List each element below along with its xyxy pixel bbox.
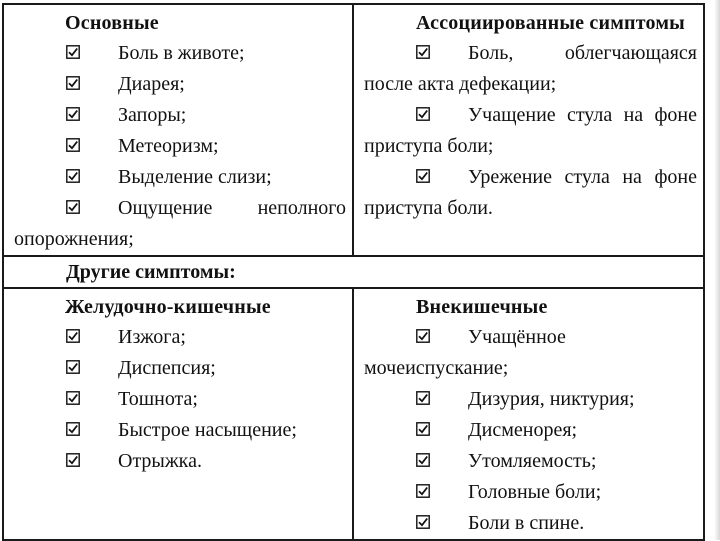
list-item-label: Учащение стула на фоне <box>468 104 697 126</box>
list-item <box>362 38 697 100</box>
checkbox-checked-icon <box>66 422 80 436</box>
checkbox-checked-icon <box>66 138 80 152</box>
list-item <box>12 131 346 162</box>
gastrointestinal-heading: Желудочно-кишечные <box>65 296 271 318</box>
list-item <box>12 322 346 353</box>
list-item-label-continued: приступа боли. <box>364 197 493 219</box>
list-item <box>362 384 697 415</box>
list-item <box>12 415 346 446</box>
checkbox-checked-icon <box>66 360 80 374</box>
extraintestinal-heading: Внекишечные <box>416 296 548 318</box>
list-item-label: Диспепсия; <box>118 357 216 379</box>
list-item-label: Диарея; <box>118 73 185 95</box>
list-item <box>362 322 697 384</box>
extraintestinal-cell <box>353 288 704 540</box>
associated-symptoms-heading: Ассоциированные симптомы <box>416 12 685 34</box>
list-item <box>362 508 697 539</box>
list-item-label: Запоры; <box>118 104 187 126</box>
symptoms-table <box>2 3 705 541</box>
list-item-label-continued: приступа боли; <box>364 135 494 157</box>
list-item-label-continued: после акта дефекации; <box>364 73 557 95</box>
list-item-label: Быстрое насыщение; <box>118 419 297 441</box>
list-item-label: Боль, облегчающаяся <box>468 42 697 64</box>
list-item-label: Головные боли; <box>468 481 602 503</box>
list-item <box>12 384 346 415</box>
checkbox-checked-icon <box>416 169 430 183</box>
checkbox-checked-icon <box>416 484 430 498</box>
checkbox-checked-icon <box>416 107 430 121</box>
page-edge-shadow <box>714 0 720 540</box>
checkbox-checked-icon <box>416 391 430 405</box>
list-item-label: Отрыжка. <box>118 450 202 472</box>
list-item <box>362 446 697 477</box>
list-item-label: Боли в спине. <box>468 512 585 534</box>
list-item-label: Боль в животе; <box>118 42 245 64</box>
list-item-label: Утомляемость; <box>468 450 597 472</box>
checkbox-checked-icon <box>416 422 430 436</box>
list-item-label: Выделение слизи; <box>118 166 272 188</box>
gastrointestinal-cell <box>3 288 353 540</box>
list-item-label: Тошнота; <box>118 388 198 410</box>
list-item <box>362 477 697 508</box>
list-item <box>12 193 346 255</box>
checkbox-checked-icon <box>416 45 430 59</box>
list-item-label-continued: мочеиспускание; <box>364 357 509 379</box>
list-item <box>12 162 346 193</box>
list-item-label: Дисменорея; <box>468 419 578 441</box>
list-item-label-continued: опорожнения; <box>14 228 134 250</box>
other-symptoms-heading: Другие симптомы: <box>66 261 236 283</box>
list-item-label: Дизурия, никтурия; <box>468 388 635 410</box>
checkbox-checked-icon <box>66 76 80 90</box>
other-symptoms-row <box>3 256 704 288</box>
checkbox-checked-icon <box>66 453 80 467</box>
associated-symptoms-cell <box>353 4 704 256</box>
list-item <box>362 415 697 446</box>
checkbox-checked-icon <box>66 45 80 59</box>
list-item <box>12 38 346 69</box>
list-item <box>12 446 346 477</box>
checkbox-checked-icon <box>66 391 80 405</box>
checkbox-checked-icon <box>416 329 430 343</box>
checkbox-checked-icon <box>66 200 80 214</box>
list-item-label: Учащённое <box>468 326 566 348</box>
list-item-label: Урежение стула на фоне <box>468 166 697 188</box>
list-item <box>12 100 346 131</box>
list-item <box>362 100 697 162</box>
main-symptoms-heading: Основные <box>65 12 159 34</box>
checkbox-checked-icon <box>66 329 80 343</box>
checkbox-checked-icon <box>416 453 430 467</box>
list-item-label: Метеоризм; <box>118 135 219 157</box>
checkbox-checked-icon <box>416 515 430 529</box>
main-symptoms-cell <box>3 4 353 256</box>
list-item-label: Ощущение неполного <box>118 197 346 219</box>
list-item-label: Изжога; <box>118 326 186 348</box>
checkbox-checked-icon <box>66 107 80 121</box>
list-item <box>12 69 346 100</box>
list-item <box>12 353 346 384</box>
checkbox-checked-icon <box>66 169 80 183</box>
list-item <box>362 162 697 224</box>
